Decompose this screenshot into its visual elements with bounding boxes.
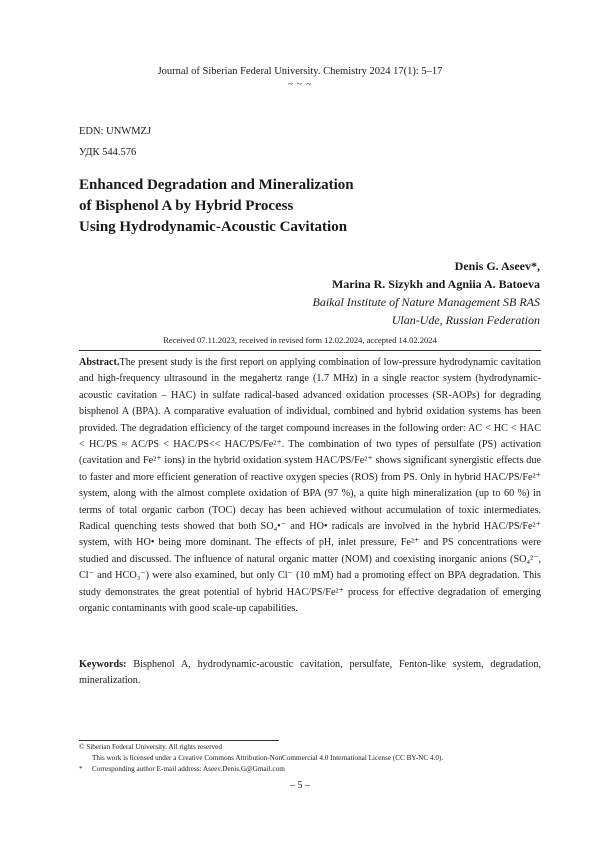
footnote-divider xyxy=(79,740,279,741)
udk-identifier: УДК 544.576 xyxy=(79,147,137,158)
footnote-marker: * xyxy=(79,765,83,773)
edn-identifier: EDN: UNWMZJ xyxy=(79,126,152,137)
abstract xyxy=(79,355,541,618)
keywords-label: Keywords: xyxy=(79,659,127,670)
abstract-divider xyxy=(79,350,541,351)
keywords xyxy=(79,657,541,690)
affiliation-institute: Baikal Institute of Nature Management SB RAS xyxy=(312,295,540,309)
title-line-3: Using Hydrodynamic-Acoustic Cavitation xyxy=(79,219,348,235)
journal-header: Journal of Siberian Federal University. Chemistry 2024 17(1): 5–17 xyxy=(157,66,443,77)
received-dates: Received 07.11.2023, received in revised form 12.02.2024, accepted 14.02.2024 xyxy=(163,335,437,345)
abstract-text: The present study is the first report on applying combination of low-pressure hydrodynamic cavitation and high-frequency ultrasound in the megahertz range (1.7 MHz) in a single reactor system (hydrodynamic-acoustic cavitation – HAC) in sulfate radical-based advanced oxidation processes (SR-AOPs) for degrading bisphenol A (BPA). A comparative evaluation of individual, combined and hybrid oxidation systems has been provided. The degradation efficiency of the target compound increases in the following order: AC < HC < HAC < HC/PS ≈ AC/PS < HAC/PS<< HAC/PS/Fe²⁺. The combination of two types of persulfate (PS) activation (cavitation and Fe²⁺ ions) in the hybrid oxidation system HAC/PS/Fe²⁺ shows significant synergistic effects due to faster and more efficient generation of reactive oxygen species (ROS) from PS. Only in hybrid HAC/PS/Fe²⁺ system, along with the almost complete oxidation of BPA (97 %), a quite high mineralization (up to 60 %) in terms of total organic carbon (TOC) decay has been achieved without accumulation of toxic intermediates. Radical quenching tests showed that both SO₄•⁻ and HO• radicals are involved in the hybrid HAC/PS/Fe²⁺ system, with HO• being more dominant. The effects of pH, inlet pressure, Fe²⁺ and PS concentrations were studied and discussed. The influence of natural organic matter (NOM) and coexisting inorganic anions (SO₄²⁻, Cl⁻ and HCO₃⁻) were also examined, but only Cl⁻ (10 mM) had a promoting effect on BPA degradation. This study demonstrates the great potential of hybrid HAC/PS/Fe²⁺ process for effective degradation of emerging organic contaminants with good scale-up capabilities. xyxy=(79,357,541,615)
page-number: – 5 – xyxy=(290,780,310,791)
keywords-text: Bisphenol A, hydrodynamic-acoustic cavitation, persulfate, Fenton-like system, degradation, mineralization. xyxy=(79,659,541,687)
abstract-label: Abstract. xyxy=(79,357,120,368)
title-line-2: of Bisphenol A by Hybrid Process xyxy=(79,198,294,214)
title-line-1: Enhanced Degradation and Mineralization xyxy=(79,177,354,193)
affiliation-location: Ulan-Ude, Russian Federation xyxy=(391,313,540,327)
author-block xyxy=(312,257,540,329)
author-line-1: Denis G. Aseev*, xyxy=(454,259,540,273)
author-line-2: Marina R. Sizykh and Agniia A. Batoeva xyxy=(331,277,540,291)
license-note: This work is licensed under a Creative Commons Attribution-NonCommercial 4.0 International License (CC BY-NC 4.0). xyxy=(92,754,444,762)
corresponding-author-note: Corresponding author E-mail address: Aseev.Denis.G@Gmail.com xyxy=(92,765,285,773)
header-ornament: ~ ~ ~ xyxy=(287,79,313,89)
copyright-note: © Siberian Federal University. All rights reserved xyxy=(79,743,222,751)
article-title xyxy=(79,175,354,238)
